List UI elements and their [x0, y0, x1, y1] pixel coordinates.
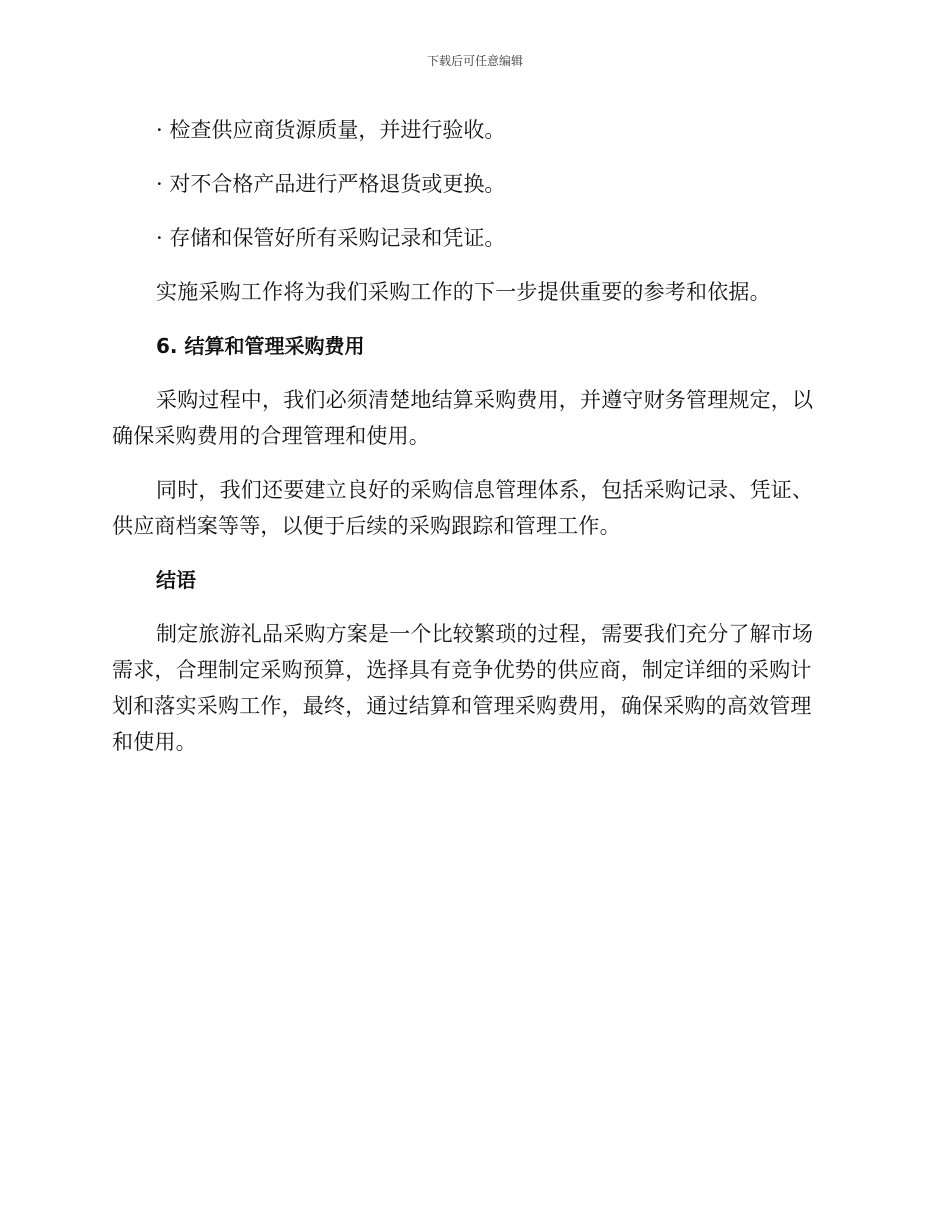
- page-header: 下载后可任意编辑: [426, 54, 523, 68]
- paragraph-conclusion: 制定旅游礼品采购方案是一个比较繁琐的过程，需要我们充分了解市场需求，合理制定采购预算，选择具有竞争优势的供应商，制定详细的采购计划和落实采购工作，最终，通过结算和管理采购费用，确保采购的高效管理和使用。: [112, 622, 814, 754]
- bullet-item: · 存储和保管好所有采购记录和凭证。: [156, 226, 506, 250]
- document-body: [112, 112, 832, 778]
- bullet-item: · 检查供应商货源质量，并进行验收。: [156, 118, 506, 142]
- section-heading-6: 6. 结算和管理采购费用: [156, 334, 365, 358]
- bullet-item: · 对不合格产品进行严格退货或更换。: [156, 172, 506, 196]
- paragraph-implement: 实施采购工作将为我们采购工作的下一步提供重要的参考和依据。: [156, 280, 771, 304]
- paragraph-info-management: 同时，我们还要建立良好的采购信息管理体系，包括采购记录、凭证、供应商档案等等，以便于后续的采购跟踪和管理工作。: [112, 478, 814, 538]
- section-heading-conclusion: 结语: [156, 568, 196, 592]
- paragraph-settlement: 采购过程中，我们必须清楚地结算采购费用，并遵守财务管理规定，以确保采购费用的合理管理和使用。: [112, 388, 814, 448]
